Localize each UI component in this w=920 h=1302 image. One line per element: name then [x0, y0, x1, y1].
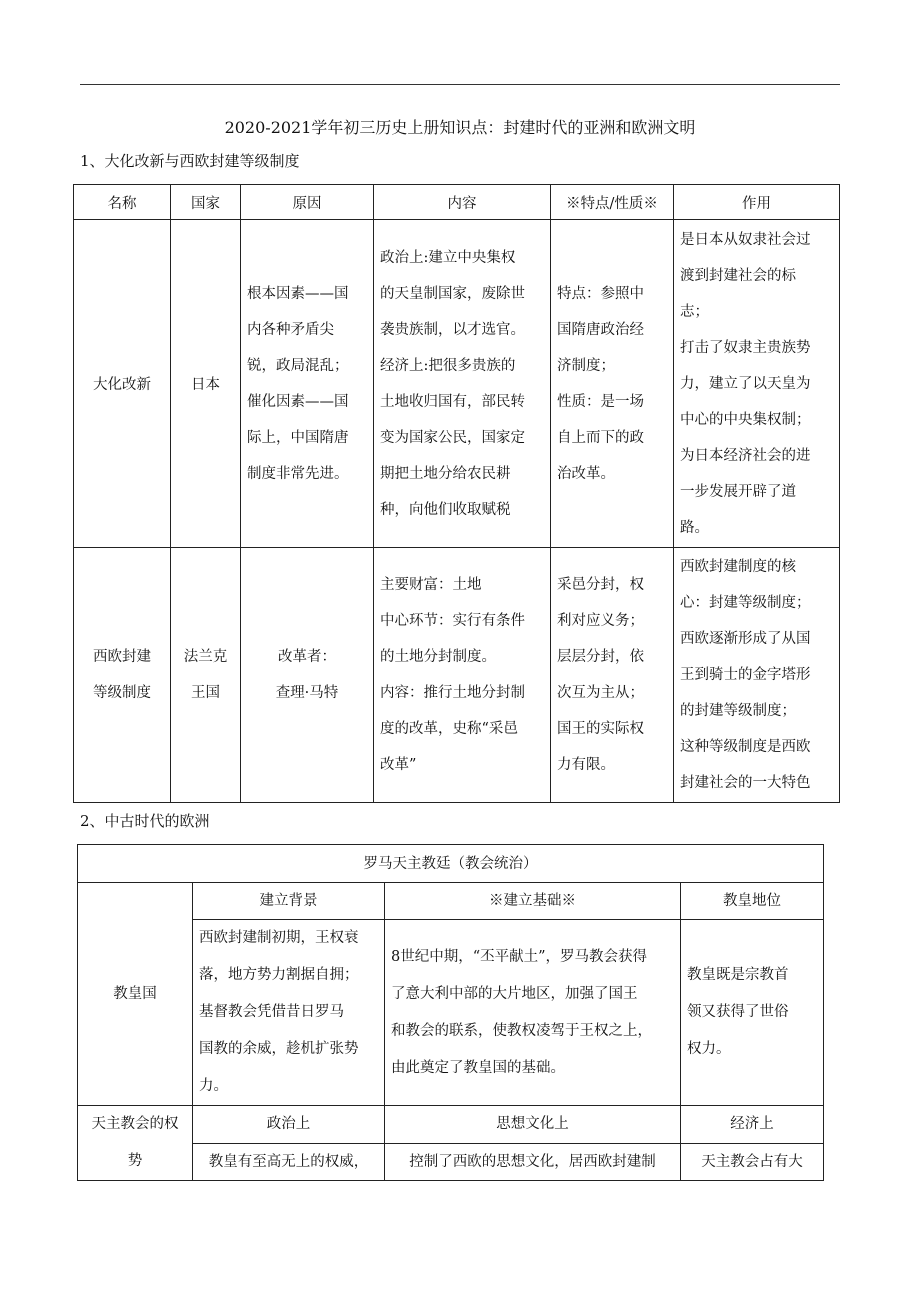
row-effect: 西欧封建制度的核 心：封建等级制度； 西欧逐渐形成了从国 王到骑士的金字塔形 的封建等级制度； 这种等级制度是西欧 封建社会的一大特色 [674, 548, 840, 803]
table-caption: 罗马天主教廷（教会统治） [78, 845, 824, 883]
table-row [74, 548, 840, 803]
feudal-systems-table [73, 184, 840, 803]
papal-foundation: 8世纪中期，“丕平献土”，罗马教会获得 了意大利中部的大片地区，加强了国王 和教会的联系，使教权凌驾于王权之上， 由此奠定了教皇国的基础。 [385, 920, 681, 1106]
header-cultural: 思想文化上 [385, 1106, 681, 1144]
header-foundation: ※建立基础※ [385, 883, 681, 920]
document-title: 2020-2021学年初三历史上册知识点：封建时代的亚洲和欧洲文明 [224, 118, 696, 137]
church-economic: 天主教会占有大 [681, 1143, 824, 1181]
papal-background: 西欧封建制初期，王权衰 落，地方势力割据自拥； 基督教会凭借昔日罗马 国教的余威，趁机扩张势 力。 [193, 920, 385, 1106]
header-effect: 作用 [674, 185, 840, 220]
church-power-label: 天主教会的权 势 [78, 1106, 193, 1181]
row-country: 法兰克 王国 [171, 548, 241, 803]
row-country: 日本 [171, 220, 241, 548]
header-content: 内容 [374, 185, 551, 220]
row-effect: 是日本从奴隶社会过 渡到封建社会的标 志； 打击了奴隶主贵族势 力，建立了以天皇为 中心的中央集权制； 为日本经济社会的进 一步发展开辟了道 路。 [674, 220, 840, 548]
row-reason: 根本因素——国 内各种矛盾尖 锐，政局混乱； 催化因素——国 际上，中国隋唐 制度非常先进。 [241, 220, 374, 548]
header-status: 教皇地位 [681, 883, 824, 920]
header-feature: ※特点/性质※ [551, 185, 674, 220]
row-name: 西欧封建 等级制度 [74, 548, 171, 803]
row-content: 政治上:建立中央集权 的天皇制国家，废除世 袭贵族制，以才选官。 经济上:把很多贵族的 土地收归国有，部民转 变为国家公民，国家定 期把土地分给农民耕 种，向他们收取赋税 [374, 220, 551, 548]
top-rule [80, 84, 840, 85]
header-economic: 经济上 [681, 1106, 824, 1144]
row-content: 主要财富：土地 中心环节：实行有条件 的土地分封制度。 内容：推行土地分封制 度的改革，史称“采邑 改革” [374, 548, 551, 803]
medieval-europe-table [77, 844, 824, 1181]
section-2-heading: 2、中古时代的欧洲 [80, 812, 210, 830]
row-name: 大化改新 [74, 220, 171, 548]
church-political: 教皇有至高无上的权威， [193, 1143, 385, 1181]
header-political: 政治上 [193, 1106, 385, 1144]
section-1-heading: 1、大化改新与西欧封建等级制度 [80, 152, 300, 170]
table-row [74, 220, 840, 548]
row-reason: 改革者： 查理·马特 [241, 548, 374, 803]
church-cultural: 控制了西欧的思想文化，居西欧封建制 [385, 1143, 681, 1181]
papal-status: 教皇既是宗教首 领又获得了世俗 权力。 [681, 920, 824, 1106]
header-name: 名称 [74, 185, 171, 220]
row-feature: 采邑分封，权 利对应义务； 层层分封，依 次互为主从； 国王的实际权 力有限。 [551, 548, 674, 803]
header-reason: 原因 [241, 185, 374, 220]
table-header-row [74, 185, 840, 220]
header-country: 国家 [171, 185, 241, 220]
papal-state-label: 教皇国 [78, 883, 193, 1106]
row-feature: 特点：参照中 国隋唐政治经 济制度； 性质：是一场 自上而下的政 治改革。 [551, 220, 674, 548]
header-background: 建立背景 [193, 883, 385, 920]
